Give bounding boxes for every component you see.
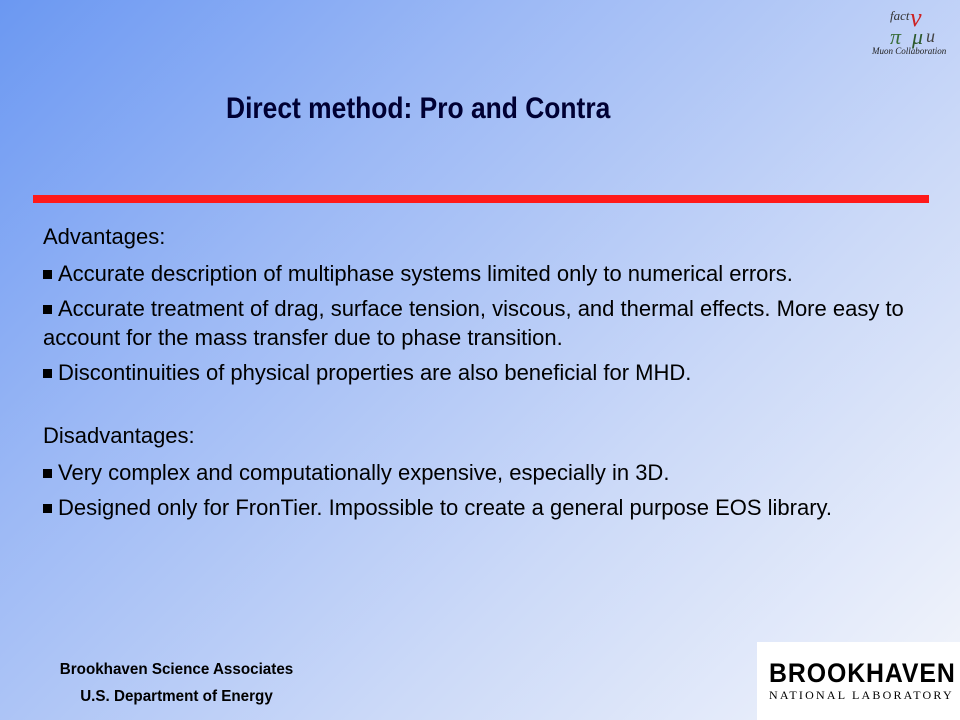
- advantage-item: [43, 259, 933, 288]
- advantages-heading: Advantages:: [43, 224, 166, 249]
- bnl-name: BROOKHAVEN: [769, 658, 956, 688]
- disadvantage-item: [43, 458, 933, 487]
- square-bullet-icon: [43, 305, 52, 314]
- svg-text:v: v: [910, 3, 922, 32]
- svg-text:μ: μ: [912, 24, 924, 49]
- muon-collaboration-logo: [860, 2, 960, 60]
- fact-label: fact: [890, 8, 910, 23]
- footer-line-1: Brookhaven Science Associates: [59, 661, 294, 678]
- disadvantage-text: Designed only for FronTier. Impossible to create a general purpose EOS library.: [58, 495, 833, 520]
- advantage-item: [43, 358, 933, 387]
- footer-line-2: U.S. Department of Energy: [80, 688, 273, 705]
- footer: [34, 656, 319, 710]
- advantage-text: Discontinuities of physical properties are also beneficial for MHD.: [58, 360, 692, 385]
- disadvantages-heading: Disadvantages:: [43, 423, 195, 448]
- bnl-subtitle: NATIONAL LABORATORY: [769, 688, 954, 702]
- disadvantage-text: Very complex and computationally expensive, especially in 3D.: [58, 460, 670, 485]
- square-bullet-icon: [43, 369, 52, 378]
- square-bullet-icon: [43, 469, 52, 478]
- slide-title: Direct method: Pro and Contra: [226, 92, 611, 125]
- square-bullet-icon: [43, 270, 52, 279]
- advantage-text: Accurate description of multiphase systems limited only to numerical errors.: [58, 261, 793, 286]
- title-divider: [33, 195, 929, 203]
- square-bullet-icon: [43, 504, 52, 513]
- advantage-text: Accurate treatment of drag, surface tension, viscous, and thermal effects. More easy to account for the mass transfer due to phase transition.: [43, 296, 904, 350]
- svg-text:u: u: [926, 26, 935, 46]
- svg-text:π: π: [890, 24, 902, 49]
- advantage-item: [43, 294, 933, 352]
- disadvantage-item: [43, 493, 933, 522]
- muon-caption: Muon Collaboration: [872, 46, 947, 56]
- brookhaven-logo: [757, 642, 960, 720]
- slide-body: [43, 222, 933, 528]
